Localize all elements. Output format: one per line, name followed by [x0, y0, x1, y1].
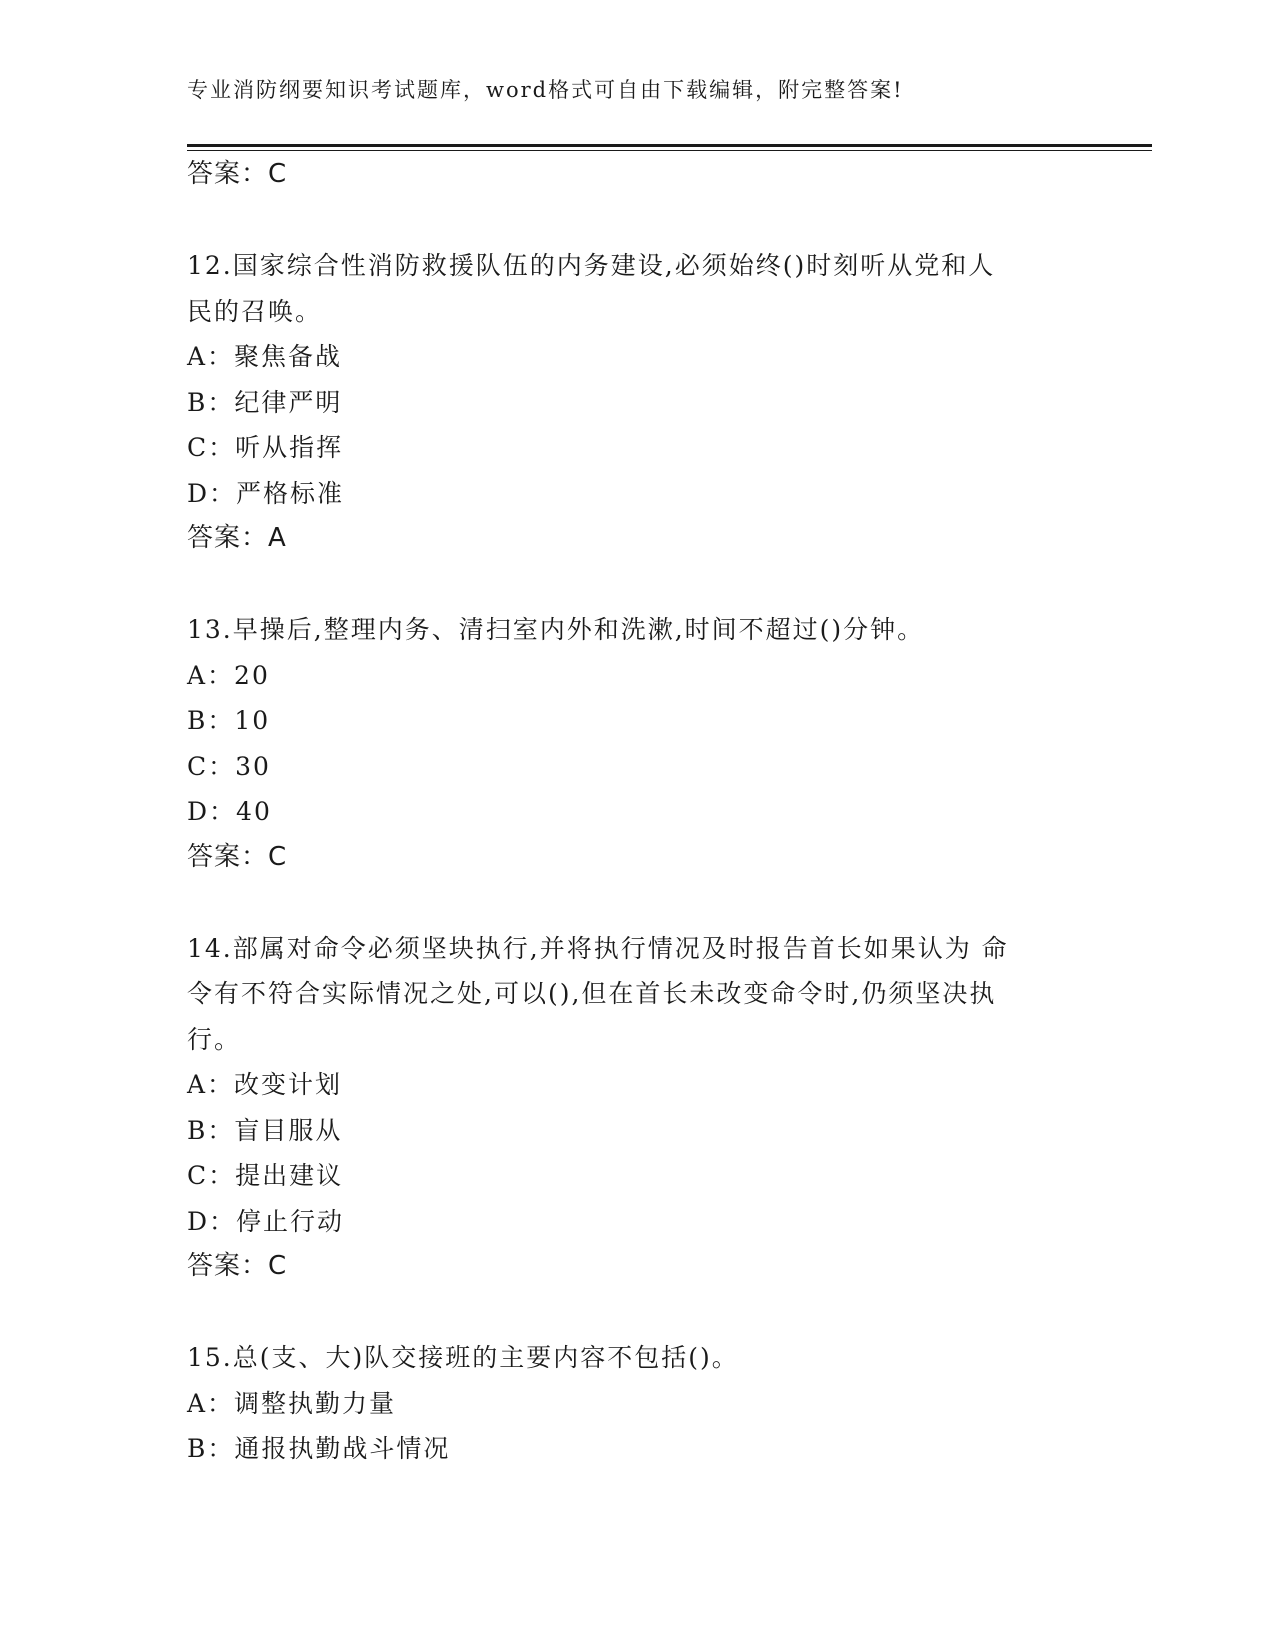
question-stem: 12.国家综合性消防救援队伍的内务建设,必须始终()时刻听从党和人: [187, 251, 996, 280]
option-b: B：盲目服从: [187, 1115, 343, 1145]
option-c: C：提出建议: [187, 1161, 344, 1190]
question-stem: 13.早操后,整理内务、清扫室内外和洗漱,时间不超过()分钟。: [187, 615, 925, 644]
question-14: [187, 926, 1087, 1290]
answer-line: 答案：C: [187, 1251, 288, 1281]
question-stem: 民的召唤。: [187, 296, 323, 326]
question-list: [187, 152, 1087, 1472]
option-b: B：纪律严明: [187, 387, 343, 417]
question-stem: 15.总(支、大)队交接班的主要内容不包括()。: [187, 1343, 739, 1372]
option-b: B：通报执勤战斗情况: [187, 1434, 451, 1463]
option-c: C：30: [187, 751, 271, 781]
option-a: A：改变计划: [187, 1070, 343, 1099]
spacer: [187, 1290, 1087, 1336]
spacer: [187, 880, 1087, 926]
option-d: D：40: [187, 797, 272, 826]
header-rule-thick: [187, 144, 1152, 147]
question-12: [187, 243, 1087, 562]
option-b: B：10: [187, 706, 271, 735]
option-c: C：听从指挥: [187, 433, 344, 462]
question-13: [187, 607, 1087, 880]
option-d: D：严格标准: [187, 478, 345, 508]
header-rule-thin: [187, 150, 1152, 151]
option-a: A：聚焦备战: [187, 342, 343, 371]
page-header: 专业消防纲要知识考试题库，word格式可自由下载编辑，附完整答案!: [187, 78, 904, 102]
answer-line: 答案：C: [187, 159, 288, 189]
option-a: A：20: [187, 660, 270, 690]
spacer: [187, 562, 1087, 608]
answer-line: 答案：A: [187, 523, 287, 553]
option-d: D：停止行动: [187, 1206, 345, 1236]
option-a: A：调整执勤力量: [187, 1388, 397, 1418]
question-stem: 令有不符合实际情况之处,可以(),但在首长未改变命令时,仍须坚决执: [187, 979, 997, 1008]
spacer: [187, 198, 1087, 244]
question-stem: 14.部属对命令必须坚块执行,并将执行情况及时报告首长如果认为 命: [187, 933, 1009, 963]
answer-line: 答案：C: [187, 841, 288, 872]
question-15: [187, 1335, 1087, 1472]
question-stem: 行。: [187, 1024, 242, 1054]
